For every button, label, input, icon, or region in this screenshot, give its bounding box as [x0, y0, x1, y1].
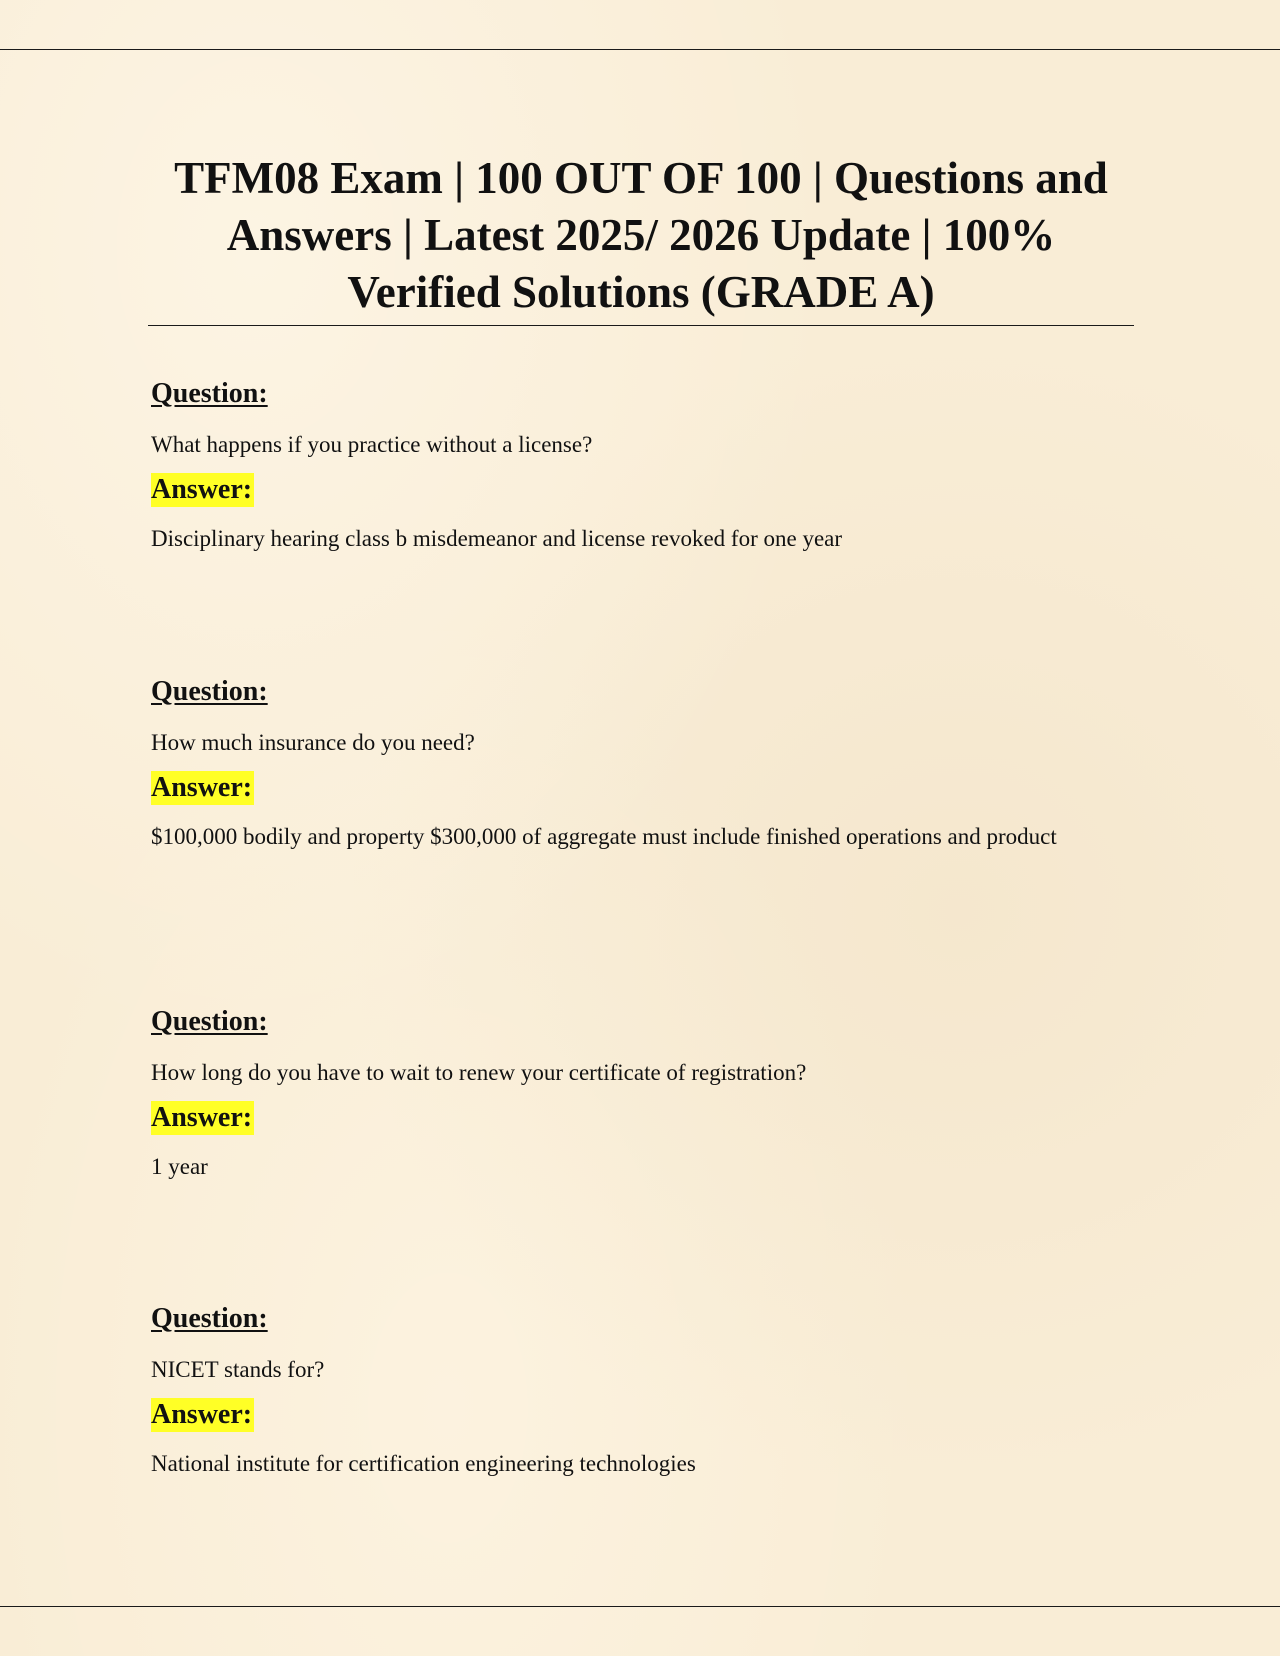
question-heading: Question:: [151, 378, 268, 409]
question-heading: Question:: [151, 1303, 268, 1334]
qa-item-4: [151, 1302, 1091, 1479]
answer-heading: Answer:: [151, 474, 253, 505]
top-rule: [0, 49, 1280, 50]
question-heading: Question:: [151, 676, 268, 707]
answer-heading: Answer:: [151, 772, 253, 803]
question-text: How long do you have to wait to renew your certificate of registration?: [151, 1060, 807, 1085]
question-heading: Question:: [151, 1006, 268, 1037]
qa-item-2: [151, 675, 1091, 852]
answer-heading: Answer:: [151, 1102, 253, 1133]
qa-item-1: [151, 377, 1091, 554]
question-text: How much insurance do you need?: [151, 730, 475, 755]
answer-text: Disciplinary hearing class b misdemeanor and license revoked for one year: [151, 526, 843, 551]
answer-heading: Answer:: [151, 1399, 253, 1430]
qa-item-3: [151, 1005, 1091, 1182]
bottom-rule: [0, 1606, 1280, 1607]
question-text: NICET stands for?: [151, 1357, 325, 1382]
answer-text: $100,000 bodily and property $300,000 of aggregate must include finished operations and product: [151, 824, 1057, 849]
answer-text: National institute for certification engineering technologies: [151, 1451, 696, 1476]
document-title: TFM08 Exam | 100 OUT OF 100 | Questions and Answers | Latest 2025/ 2026 Update | 100% Verified Solutions (GRADE A): [148, 150, 1134, 326]
answer-text: 1 year: [151, 1154, 208, 1179]
question-text: What happens if you practice without a license?: [151, 432, 593, 457]
